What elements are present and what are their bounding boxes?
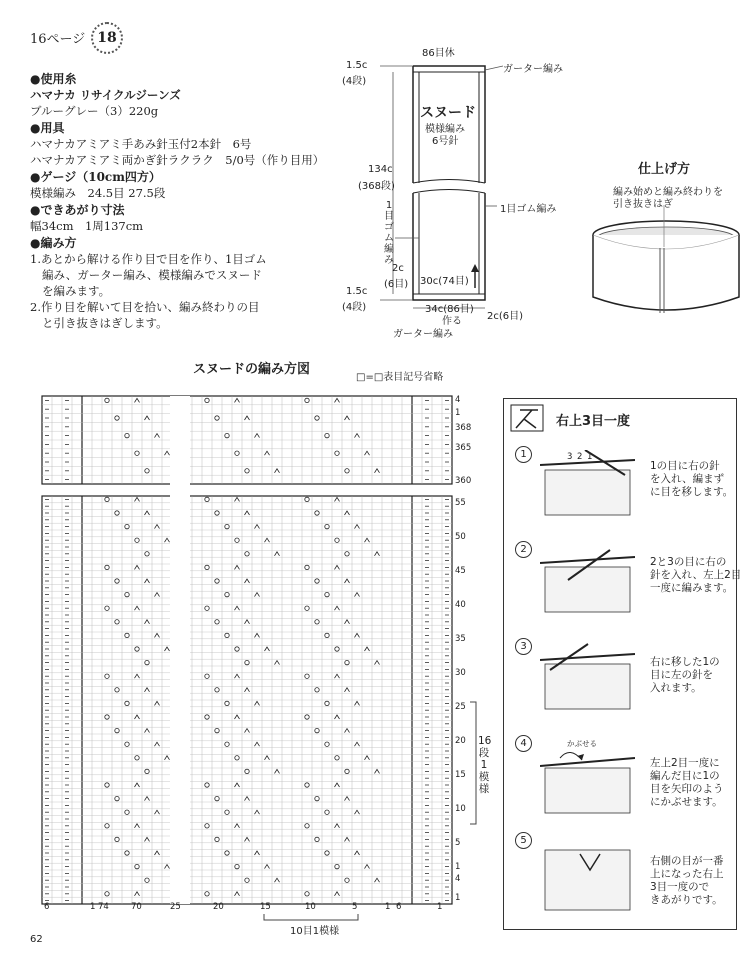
chart-col-label: 6 — [396, 902, 402, 912]
rib-vert-1: 1 — [385, 200, 393, 211]
chart-row-label: 30 — [455, 668, 466, 678]
step4-l3: 目を矢印のよう — [650, 783, 724, 795]
step-number: 1 — [515, 446, 532, 463]
chart-row-label: 55 — [455, 498, 466, 508]
repeat-rows-l1: 16 — [478, 735, 492, 747]
rib-vert-2: 目 — [384, 211, 394, 222]
step2-l1: 2と3の目に右の — [650, 556, 727, 568]
finishing-illustration — [588, 205, 744, 320]
tool-1: ハマナカアミアミ手あみ針玉付2本針 6号 — [30, 137, 252, 151]
schematic-cast-on: 34c(86目) — [425, 304, 474, 315]
schematic-garter-top: ガーター編み — [503, 64, 563, 75]
schematic-side-6: (6目) — [384, 279, 409, 290]
repeat-rows-l5: 様 — [478, 783, 490, 795]
method-step1-l1: 1.あとから解ける作り目で目を作り、1目ゴム — [30, 252, 267, 266]
schematic-rib-label: 1目ゴム編み — [500, 204, 557, 215]
repeat-cols-label: 10目1模様 — [290, 926, 340, 937]
size: 幅34cm 1周137cm — [30, 219, 144, 233]
schematic-garter-bottom: ガーター編み — [393, 329, 453, 340]
schematic-bottom-edge: 1.5c — [346, 286, 368, 297]
chart-row-label: 20 — [455, 736, 466, 746]
chart-col-label: 15 — [260, 902, 271, 912]
step2-illustration — [540, 545, 635, 617]
step3-l3: 入れます。 — [650, 682, 702, 694]
tools-heading: ●用具 — [30, 121, 65, 135]
step5-l1: 右側の目が一番 — [650, 855, 724, 867]
method-heading: ●編み方 — [30, 236, 77, 250]
step4-l2: 編んだ目に1の — [650, 770, 720, 782]
chart-row-label: 40 — [455, 600, 466, 610]
knitting-chart — [40, 392, 470, 912]
step5-text — [650, 855, 724, 907]
chart-col-label: 10 — [305, 902, 316, 912]
yarn-color: ブルーグレー（3）220g — [30, 104, 159, 118]
step2-text — [650, 556, 741, 595]
step1-l2: を入れ、編まず — [650, 473, 725, 485]
chart-title: スヌードの編み方図 — [193, 362, 311, 377]
chart-row-label: 35 — [455, 634, 466, 644]
yarn-name: ハマナカ リサイクルジーンズ — [30, 88, 181, 102]
step-number: 5 — [515, 832, 532, 849]
step1-l3: に目を移します。 — [650, 486, 734, 498]
chart-row-label: 360 — [455, 476, 472, 486]
schematic-side-2c: 2c — [392, 263, 404, 274]
cover-label: かぶせる — [567, 739, 597, 748]
chart-col-label: 70 — [131, 902, 142, 912]
schematic-needle: 6号針 — [432, 136, 459, 147]
step-mark: 2 — [577, 452, 583, 462]
chart-row-label: 45 — [455, 566, 466, 576]
step5-l2: 上になった右上 — [650, 868, 724, 880]
schematic-cast-on-sub: 作る — [442, 316, 462, 327]
step3-text — [650, 656, 720, 695]
pattern-number-badge — [91, 22, 123, 54]
schematic-pattern: 模様編み — [425, 124, 465, 135]
chart-col-label: 5 — [352, 902, 358, 912]
repeat-rows-l2: 段 — [478, 747, 490, 759]
step4-l1: 左上2目一度に — [650, 757, 720, 769]
chart-row-label: 368 — [455, 423, 472, 433]
finishing-note-l1: 編み始めと編み終わりを — [613, 187, 723, 198]
finishing-title: 仕上げ方 — [638, 162, 691, 177]
schematic-top-width: 86目休 — [422, 48, 455, 59]
yarn-heading: ●使用糸 — [30, 72, 77, 86]
chart-col-label: 6 — [44, 902, 50, 912]
schematic-bottom-edge-rows: (4段) — [342, 302, 367, 313]
schematic-top-edge: 1.5c — [346, 60, 368, 71]
page-ref: 16ページ — [30, 32, 86, 47]
chart-row-label: 1 — [455, 862, 461, 872]
repeat-rows-l4: 模 — [478, 771, 490, 783]
method-step1-l2: 編み、ガーター編み、模様編みでスヌード — [42, 268, 262, 282]
schematic-bottom-30: 30c(74目) — [420, 276, 469, 287]
step5-illustration — [540, 840, 635, 915]
size-heading: ●できあがり寸法 — [30, 203, 125, 217]
step4-l4: にかぶせます。 — [650, 796, 723, 808]
chart-col-label: 1 — [90, 902, 96, 912]
rib-vert-4: ム — [384, 233, 394, 244]
step-mark: 3 — [567, 452, 573, 462]
step-mark: 1 — [587, 452, 593, 462]
step3-l2: 目に左の針を — [650, 669, 713, 681]
chart-row-label: 4 — [455, 874, 461, 884]
schematic-right-2c: 2c(6目) — [487, 311, 524, 322]
technique-title: 右上3目一度 — [556, 414, 631, 429]
step5-l4: きあがりです。 — [650, 894, 723, 906]
schematic-top-edge-rows: (4段) — [342, 76, 367, 87]
step1-l1: 1の目に右の針 — [650, 460, 720, 472]
chart-col-label: 20 — [213, 902, 224, 912]
pattern-number: 18 — [97, 30, 117, 46]
schematic-title: スヌード — [420, 105, 476, 121]
rib-vert-6: み — [384, 255, 394, 266]
step4-illustration — [540, 748, 635, 818]
chart-col-label: 1 — [385, 902, 391, 912]
schematic-rib-vertical — [383, 200, 395, 266]
chart-col-label: 25 — [170, 902, 181, 912]
chart-row-label: 365 — [455, 443, 472, 453]
method-step1-l3: を編みます。 — [42, 284, 111, 298]
chart-row-label: 15 — [455, 770, 466, 780]
chart-row-label: 50 — [455, 532, 466, 542]
step3-illustration — [540, 642, 635, 714]
method-step2-l1: 2.作り目を解いて目を拾い、編み終わりの目 — [30, 300, 260, 314]
chart-row-label: 5 — [455, 838, 461, 848]
step1-text — [650, 460, 733, 499]
materials-block — [30, 70, 324, 331]
chart-row-label: 10 — [455, 804, 466, 814]
page-number: 62 — [30, 934, 43, 945]
step5-l3: 3目一度ので — [650, 881, 710, 893]
gauge-heading: ●ゲージ（10cm四方） — [30, 170, 161, 184]
step3-l1: 右に移した1の — [650, 656, 720, 668]
repeat-rows-l3: 1 — [480, 759, 488, 771]
step-number: 3 — [515, 638, 532, 655]
k3tog-symbol-icon — [510, 404, 544, 432]
chart-row-label: 1 — [455, 893, 461, 903]
chart-row-label: 25 — [455, 702, 466, 712]
finishing-note-l2: 引き抜きはぎ — [613, 199, 673, 210]
chart-row-label: 4 — [455, 395, 461, 405]
gauge: 模様編み 24.5目 27.5段 — [30, 186, 166, 200]
chart-col-label: 1 — [437, 902, 443, 912]
chart-col-label: 74 — [98, 902, 109, 912]
step-number: 4 — [515, 735, 532, 752]
chart-legend: □=□表目記号省略 — [356, 372, 444, 383]
step2-l2: 針を入れ、左上2目 — [650, 569, 742, 581]
step4-text — [650, 757, 724, 809]
method-step2-l2: と引き抜きはぎします。 — [42, 316, 168, 330]
step-number: 2 — [515, 541, 532, 558]
rib-vert-3: ゴ — [384, 222, 394, 233]
chart-row-label: 1 — [455, 408, 461, 418]
schematic-length-rows: (368段) — [358, 181, 395, 192]
schematic-length: 134c — [368, 164, 393, 175]
repeat-rows-label — [478, 735, 490, 795]
tool-2: ハマナカアミアミ両かぎ針ラクラク 5/0号（作り目用） — [30, 153, 325, 167]
step2-l3: 一度に編みます。 — [650, 582, 734, 594]
rib-vert-5: 編 — [384, 244, 394, 255]
